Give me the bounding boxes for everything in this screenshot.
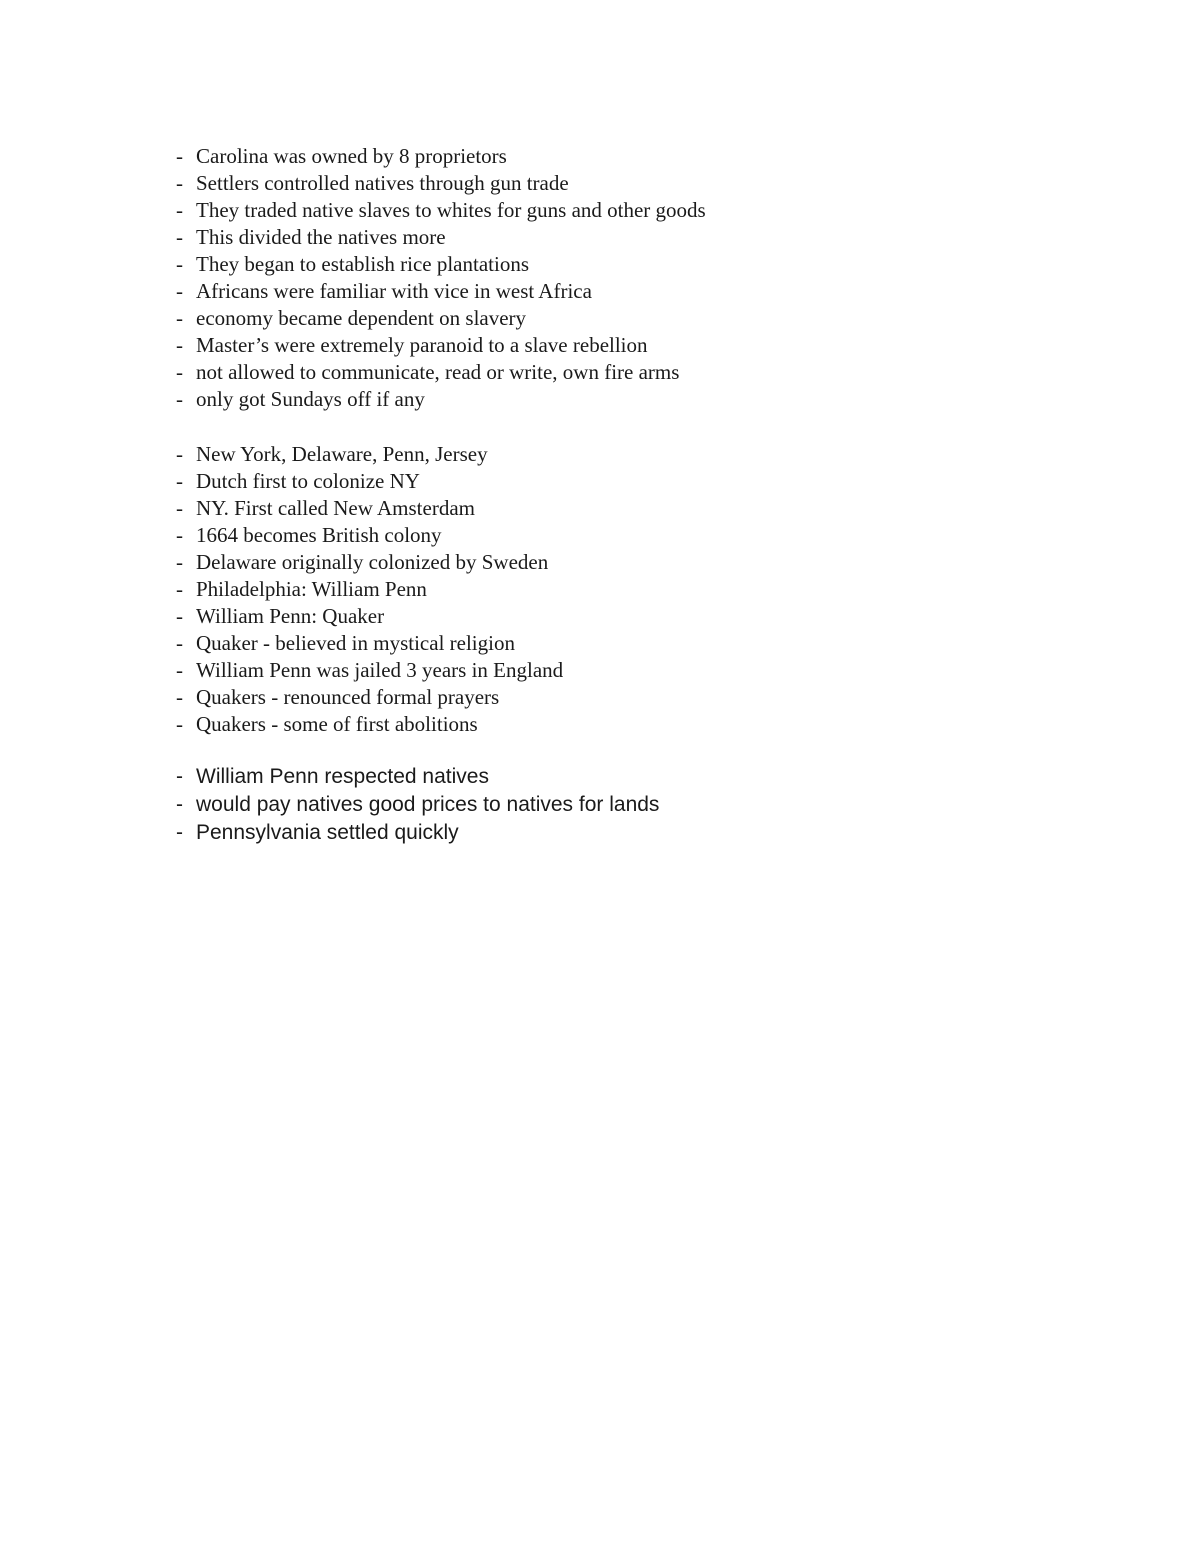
list-item-text: They traded native slaves to whites for guns and other goods [196, 198, 706, 222]
list-item [176, 522, 563, 549]
bullet-dash: - [176, 577, 183, 601]
bullet-dash: - [176, 631, 183, 655]
bullet-dash: - [176, 496, 183, 520]
bullet-list-pennsylvania [176, 763, 659, 847]
list-item [176, 197, 706, 224]
list-item-text: This divided the natives more [196, 225, 446, 249]
bullet-dash: - [176, 171, 183, 195]
bullet-dash: - [176, 387, 183, 411]
list-item [176, 657, 563, 684]
list-item-text: Pennsylvania settled quickly [196, 821, 459, 844]
list-item-text: only got Sundays off if any [196, 387, 425, 411]
list-item [176, 495, 563, 522]
bullet-dash: - [176, 442, 183, 466]
list-item-text: Africans were familiar with vice in west Africa [196, 279, 592, 303]
list-item-text: NY. First called New Amsterdam [196, 496, 475, 520]
bullet-dash: - [176, 306, 183, 330]
list-item [176, 603, 563, 630]
list-item [176, 332, 706, 359]
bullet-dash: - [176, 469, 183, 493]
bullet-dash: - [176, 198, 183, 222]
list-item-text: William Penn respected natives [196, 765, 489, 788]
list-item-text: William Penn was jailed 3 years in England [196, 658, 564, 682]
bullet-dash: - [176, 604, 183, 628]
list-item [176, 549, 563, 576]
list-item-text: Delaware originally colonized by Sweden [196, 550, 549, 574]
list-item-text: New York, Delaware, Penn, Jersey [196, 442, 488, 466]
list-item [176, 763, 659, 791]
list-item-text: William Penn: Quaker [196, 604, 385, 628]
bullet-dash: - [176, 252, 183, 276]
list-item-text: Master’s were extremely paranoid to a slave rebellion [196, 333, 648, 357]
list-item-text: Settlers controlled natives through gun trade [196, 171, 569, 195]
bullet-list-middle-colonies [176, 441, 563, 738]
bullet-list-carolina [176, 143, 706, 413]
list-item-text: Quakers - renounced formal prayers [196, 685, 500, 709]
list-item-text: Quaker - believed in mystical religion [196, 631, 515, 655]
list-item [176, 305, 706, 332]
bullet-dash: - [176, 360, 183, 384]
list-item-text: economy became dependent on slavery [196, 306, 527, 330]
bullet-dash: - [176, 765, 183, 788]
list-item [176, 170, 706, 197]
list-item [176, 684, 563, 711]
bullet-dash: - [176, 712, 183, 736]
list-item-text: They began to establish rice plantations [196, 252, 529, 276]
list-item [176, 359, 706, 386]
list-item [176, 791, 659, 819]
list-item [176, 251, 706, 278]
bullet-dash: - [176, 523, 183, 547]
list-item-text: Quakers - some of first abolitions [196, 712, 478, 736]
list-item [176, 386, 706, 413]
list-item [176, 576, 563, 603]
bullet-dash: - [176, 821, 183, 844]
bullet-dash: - [176, 225, 183, 249]
bullet-dash: - [176, 279, 183, 303]
bullet-dash: - [176, 685, 183, 709]
bullet-dash: - [176, 550, 183, 574]
list-item [176, 630, 563, 657]
list-item [176, 819, 659, 847]
list-item-text: Carolina was owned by 8 proprietors [196, 144, 507, 168]
list-item-text: would pay natives good prices to natives for lands [196, 793, 660, 816]
list-item-text: not allowed to communicate, read or write, own fire arms [196, 360, 680, 384]
bullet-dash: - [176, 333, 183, 357]
list-item [176, 278, 706, 305]
list-item [176, 468, 563, 495]
bullet-dash: - [176, 144, 183, 168]
list-item-text: Philadelphia: William Penn [196, 577, 427, 601]
list-item-text: 1664 becomes British colony [196, 523, 442, 547]
list-item [176, 711, 563, 738]
list-item [176, 224, 706, 251]
bullet-dash: - [176, 658, 183, 682]
list-item-text: Dutch first to colonize NY [196, 469, 420, 493]
list-item [176, 143, 706, 170]
list-item [176, 441, 563, 468]
bullet-dash: - [176, 793, 183, 816]
